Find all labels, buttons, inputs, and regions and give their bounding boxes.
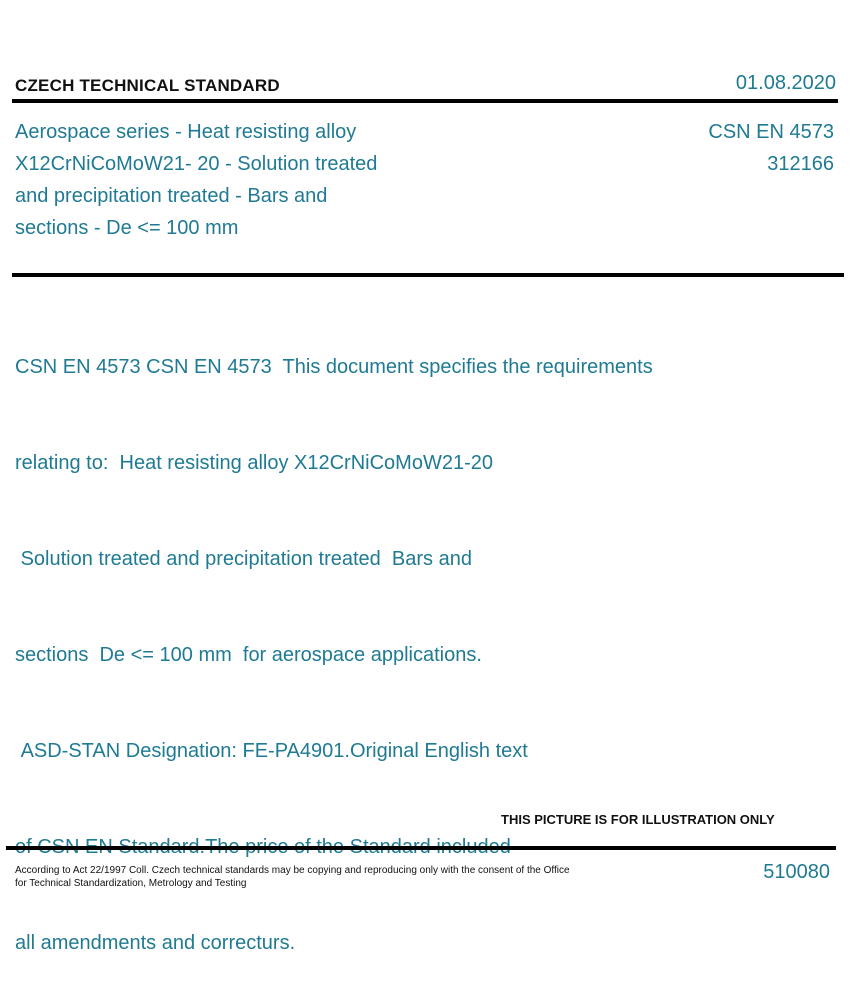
subject-line: Aerospace series - Heat resisting alloy (15, 121, 357, 143)
description-line: sections De <= 100 mm for aerospace applications. (15, 644, 482, 666)
top-divider (12, 99, 838, 103)
description-line: CSN EN 4573 CSN EN 4573 This document specifies the requirements (15, 356, 653, 378)
description-line: relating to: Heat resisting alloy X12CrNiCoMoW21-20 (15, 452, 493, 474)
illustration-only-note: THIS PICTURE IS FOR ILLUSTRATION ONLY (501, 812, 775, 827)
description-line: Solution treated and precipitation treated Bars and (15, 548, 472, 570)
footer-number: 510080 (763, 861, 830, 883)
legal-notice (15, 864, 595, 890)
description-line: ASD-STAN Designation: FE-PA4901.Original English text (15, 740, 528, 762)
bottom-divider (6, 846, 836, 850)
standard-code: CSN EN 4573 (708, 121, 834, 143)
subject-line: sections - De <= 100 mm (15, 217, 239, 239)
catalog-number: 312166 (767, 153, 834, 175)
subject-line: X12CrNiCoMoW21- 20 - Solution treated (15, 153, 378, 175)
legal-line: According to Act 22/1997 Coll. Czech technical standards may be copying and reproducing only with the consent of the Office (15, 865, 570, 876)
standard-subject (15, 116, 425, 244)
legal-line: for Technical Standardization, Metrology and Testing (15, 878, 247, 889)
middle-divider (12, 273, 844, 277)
publication-date: 01.08.2020 (735, 72, 836, 94)
subject-line: and precipitation treated - Bars and (15, 185, 328, 207)
description-line: all amendments and correcturs. (15, 932, 296, 954)
document-category-title: CZECH TECHNICAL STANDARD (15, 76, 280, 95)
